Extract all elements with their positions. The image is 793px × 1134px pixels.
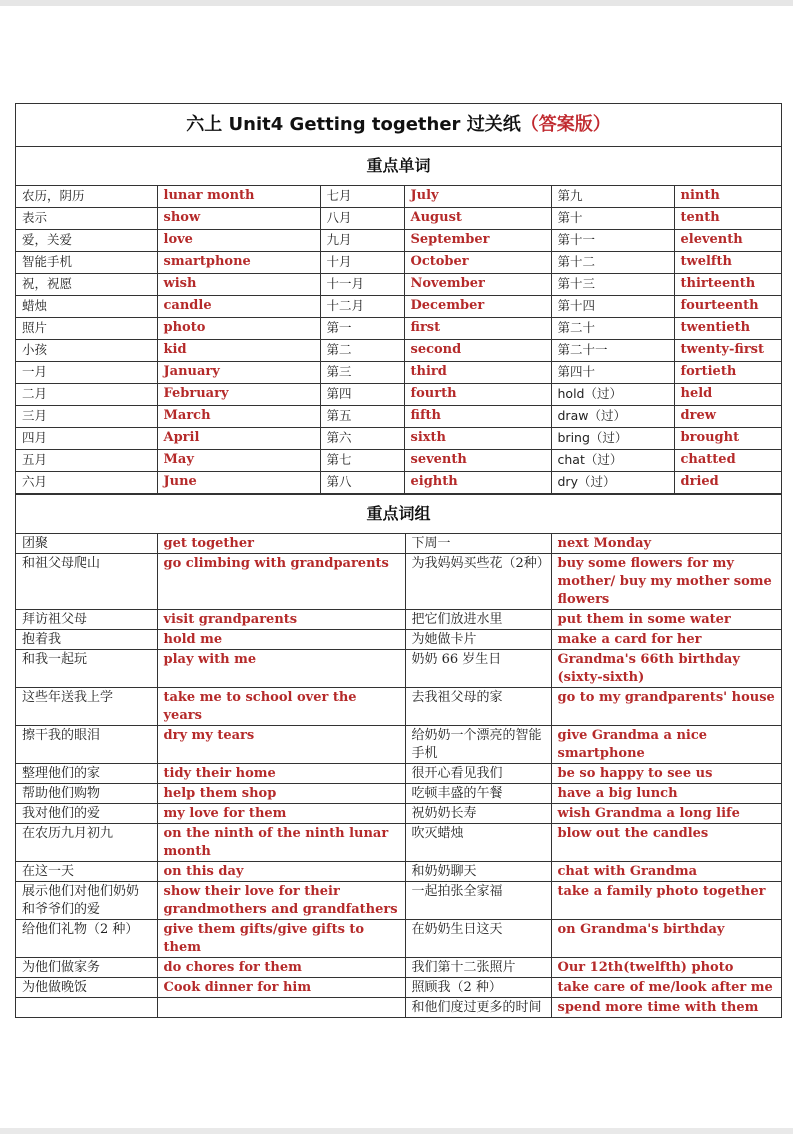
phrase-english: do chores for them [157, 958, 405, 978]
phrase-english: help them shop [157, 784, 405, 804]
vocab-row [16, 208, 781, 230]
phrase-english: blow out the candles [551, 824, 781, 862]
vocab-chinese: 第二十 [551, 318, 674, 340]
vocab-row [16, 274, 781, 296]
phrase-chinese: 照顾我（2 种） [405, 978, 551, 998]
vocab-chinese: 表示 [16, 208, 157, 230]
vocab-row [16, 406, 781, 428]
phrase-chinese: 帮助他们购物 [16, 784, 157, 804]
worksheet [15, 103, 782, 1018]
bottom-edge [0, 1128, 793, 1134]
vocab-english: eleventh [674, 230, 781, 252]
vocab-row [16, 450, 781, 472]
vocab-english: thirteenth [674, 274, 781, 296]
phrase-chinese: 团聚 [16, 534, 157, 554]
phrase-chinese: 奶奶 66 岁生日 [405, 650, 551, 688]
phrase-english: go to my grandparents' house [551, 688, 781, 726]
phrase-row [16, 882, 781, 920]
vocab-row [16, 186, 781, 208]
vocab-chinese: 二月 [16, 384, 157, 406]
vocab-english: fifth [404, 406, 551, 428]
phrase-row [16, 920, 781, 958]
vocab-chinese: 五月 [16, 450, 157, 472]
phrase-chinese: 为他做晚饭 [16, 978, 157, 998]
vocab-english: July [404, 186, 551, 208]
phrase-english: make a card for her [551, 630, 781, 650]
vocab-chinese: 一月 [16, 362, 157, 384]
phrase-english [157, 998, 405, 1018]
phrase-row [16, 862, 781, 882]
vocab-row [16, 296, 781, 318]
vocab-row [16, 252, 781, 274]
phrase-english: my love for them [157, 804, 405, 824]
vocab-chinese: 第五 [320, 406, 404, 428]
phrase-english: get together [157, 534, 405, 554]
vocab-row [16, 384, 781, 406]
vocab-chinese: dry（过） [551, 472, 674, 494]
vocab-english: August [404, 208, 551, 230]
phrase-chinese: 展示他们对他们奶奶和爷爷们的爱 [16, 882, 157, 920]
vocab-english: drew [674, 406, 781, 428]
vocab-chinese: 十二月 [320, 296, 404, 318]
vocab-english: fortieth [674, 362, 781, 384]
vocab-table [16, 186, 781, 494]
vocab-english: March [157, 406, 320, 428]
vocab-english: eighth [404, 472, 551, 494]
vocab-english: show [157, 208, 320, 230]
page-title [16, 104, 781, 147]
phrase-chinese: 和我一起玩 [16, 650, 157, 688]
vocab-english: seventh [404, 450, 551, 472]
phrase-english: on this day [157, 862, 405, 882]
phrase-english: dry my tears [157, 726, 405, 764]
vocab-chinese: 第七 [320, 450, 404, 472]
phrase-english: go climbing with grandparents [157, 554, 405, 610]
phrase-chinese: 吹灭蜡烛 [405, 824, 551, 862]
phrase-english: tidy their home [157, 764, 405, 784]
vocab-chinese: 农历，阴历 [16, 186, 157, 208]
top-edge [0, 0, 793, 6]
phrase-chinese: 在奶奶生日这天 [405, 920, 551, 958]
vocab-chinese: 第二 [320, 340, 404, 362]
vocab-english: December [404, 296, 551, 318]
vocab-english: wish [157, 274, 320, 296]
phrase-row [16, 784, 781, 804]
vocab-chinese: 蜡烛 [16, 296, 157, 318]
vocab-chinese: 十月 [320, 252, 404, 274]
phrase-english: Cook dinner for him [157, 978, 405, 998]
title-main: 六上 Unit4 Getting together 过关纸 [186, 114, 521, 135]
phrase-chinese: 擦干我的眼泪 [16, 726, 157, 764]
phrase-chinese: 为我妈妈买些花（2种） [405, 554, 551, 610]
phrase-chinese: 把它们放进水里 [405, 610, 551, 630]
vocab-english: tenth [674, 208, 781, 230]
vocab-english: twentieth [674, 318, 781, 340]
vocab-chinese: hold（过） [551, 384, 674, 406]
phrase-row [16, 554, 781, 610]
vocab-chinese: 第六 [320, 428, 404, 450]
vocab-row [16, 230, 781, 252]
vocab-english: second [404, 340, 551, 362]
vocab-row [16, 428, 781, 450]
phrase-english: play with me [157, 650, 405, 688]
vocab-english: twenty-first [674, 340, 781, 362]
vocab-table-wrap [16, 186, 781, 495]
phrase-chinese: 给奶奶一个漂亮的智能手机 [405, 726, 551, 764]
vocab-english: January [157, 362, 320, 384]
vocab-english: June [157, 472, 320, 494]
vocab-chinese: 小孩 [16, 340, 157, 362]
phrase-chinese: 祝奶奶长寿 [405, 804, 551, 824]
vocab-chinese: 第一 [320, 318, 404, 340]
vocab-english: October [404, 252, 551, 274]
phrase-chinese: 在这一天 [16, 862, 157, 882]
phrase-chinese [16, 998, 157, 1018]
vocab-english: lunar month [157, 186, 320, 208]
phrase-chinese: 下周一 [405, 534, 551, 554]
vocab-english: kid [157, 340, 320, 362]
vocab-chinese: 十一月 [320, 274, 404, 296]
vocab-english: third [404, 362, 551, 384]
phrase-english: spend more time with them [551, 998, 781, 1018]
phrase-chinese: 拜访祖父母 [16, 610, 157, 630]
vocab-row [16, 362, 781, 384]
phrase-english: take care of me/look after me [551, 978, 781, 998]
vocab-english: twelfth [674, 252, 781, 274]
vocab-chinese: 第八 [320, 472, 404, 494]
vocab-english: fourth [404, 384, 551, 406]
phrase-chinese: 给他们礼物（2 种） [16, 920, 157, 958]
phrase-english: hold me [157, 630, 405, 650]
phrase-english: next Monday [551, 534, 781, 554]
vocab-english: brought [674, 428, 781, 450]
phrase-row [16, 978, 781, 998]
phrase-english: have a big lunch [551, 784, 781, 804]
phrase-chinese: 和他们度过更多的时间 [405, 998, 551, 1018]
phrase-english: give them gifts/give gifts to them [157, 920, 405, 958]
vocab-chinese: 三月 [16, 406, 157, 428]
phrase-chinese: 在农历九月初九 [16, 824, 157, 862]
vocab-chinese: 第十三 [551, 274, 674, 296]
vocab-chinese: 第二十一 [551, 340, 674, 362]
phrase-chinese: 很开心看见我们 [405, 764, 551, 784]
phrase-table [16, 534, 781, 1017]
phrase-chinese: 我对他们的爱 [16, 804, 157, 824]
vocab-section-title: 重点单词 [16, 147, 781, 186]
phrase-chinese: 抱着我 [16, 630, 157, 650]
vocab-chinese: 爱，关爱 [16, 230, 157, 252]
phrase-chinese: 这些年送我上学 [16, 688, 157, 726]
phrase-english: give Grandma a nice smartphone [551, 726, 781, 764]
vocab-chinese: 七月 [320, 186, 404, 208]
vocab-chinese: 六月 [16, 472, 157, 494]
vocab-chinese: 第四十 [551, 362, 674, 384]
title-answer-tag: （答案版） [520, 114, 611, 135]
vocab-english: September [404, 230, 551, 252]
vocab-english: dried [674, 472, 781, 494]
phrase-row [16, 998, 781, 1018]
phrase-row [16, 610, 781, 630]
vocab-english: April [157, 428, 320, 450]
vocab-english: smartphone [157, 252, 320, 274]
vocab-chinese: 照片 [16, 318, 157, 340]
vocab-chinese: bring（过） [551, 428, 674, 450]
vocab-chinese: 第十一 [551, 230, 674, 252]
vocab-chinese: chat（过） [551, 450, 674, 472]
vocab-english: first [404, 318, 551, 340]
phrase-english: put them in some water [551, 610, 781, 630]
vocab-english: love [157, 230, 320, 252]
phrase-row [16, 650, 781, 688]
phrase-row [16, 534, 781, 554]
phrase-chinese: 去我祖父母的家 [405, 688, 551, 726]
vocab-row [16, 340, 781, 362]
phrase-row [16, 630, 781, 650]
phrase-chinese: 我们第十二张照片 [405, 958, 551, 978]
phrase-english: Grandma's 66th birthday (sixty-sixth) [551, 650, 781, 688]
phrase-chinese: 整理他们的家 [16, 764, 157, 784]
vocab-chinese: 祝，祝愿 [16, 274, 157, 296]
vocab-chinese: 九月 [320, 230, 404, 252]
phrase-chinese: 一起拍张全家福 [405, 882, 551, 920]
vocab-row [16, 318, 781, 340]
phrase-english: take a family photo together [551, 882, 781, 920]
vocab-chinese: 四月 [16, 428, 157, 450]
phrase-chinese: 为她做卡片 [405, 630, 551, 650]
phrase-chinese: 吃顿丰盛的午餐 [405, 784, 551, 804]
phrase-row [16, 688, 781, 726]
phrase-chinese: 和奶奶聊天 [405, 862, 551, 882]
vocab-english: February [157, 384, 320, 406]
phrase-row [16, 804, 781, 824]
phrase-chinese: 和祖父母爬山 [16, 554, 157, 610]
vocab-chinese: draw（过） [551, 406, 674, 428]
vocab-english: fourteenth [674, 296, 781, 318]
vocab-english: chatted [674, 450, 781, 472]
phrase-section-title: 重点词组 [16, 495, 781, 534]
vocab-row [16, 472, 781, 494]
phrase-english: Our 12th(twelfth) photo [551, 958, 781, 978]
vocab-chinese: 第四 [320, 384, 404, 406]
vocab-english: ninth [674, 186, 781, 208]
vocab-chinese: 智能手机 [16, 252, 157, 274]
vocab-chinese: 第十四 [551, 296, 674, 318]
vocab-chinese: 第三 [320, 362, 404, 384]
vocab-chinese: 第十 [551, 208, 674, 230]
phrase-english: visit grandparents [157, 610, 405, 630]
vocab-chinese: 八月 [320, 208, 404, 230]
phrase-english: chat with Grandma [551, 862, 781, 882]
vocab-english: candle [157, 296, 320, 318]
vocab-chinese: 第十二 [551, 252, 674, 274]
phrase-english: on the ninth of the ninth lunar month [157, 824, 405, 862]
phrase-row [16, 824, 781, 862]
phrase-row [16, 958, 781, 978]
vocab-english: sixth [404, 428, 551, 450]
vocab-english: May [157, 450, 320, 472]
phrase-english: on Grandma's birthday [551, 920, 781, 958]
vocab-english: held [674, 384, 781, 406]
phrase-row [16, 764, 781, 784]
phrase-english: be so happy to see us [551, 764, 781, 784]
phrase-english: buy some flowers for my mother/ buy my mother some flowers [551, 554, 781, 610]
phrase-english: take me to school over the years [157, 688, 405, 726]
vocab-chinese: 第九 [551, 186, 674, 208]
phrase-english: show their love for their grandmothers and grandfathers [157, 882, 405, 920]
phrase-english: wish Grandma a long life [551, 804, 781, 824]
vocab-english: November [404, 274, 551, 296]
vocab-english: photo [157, 318, 320, 340]
phrase-row [16, 726, 781, 764]
phrase-chinese: 为他们做家务 [16, 958, 157, 978]
